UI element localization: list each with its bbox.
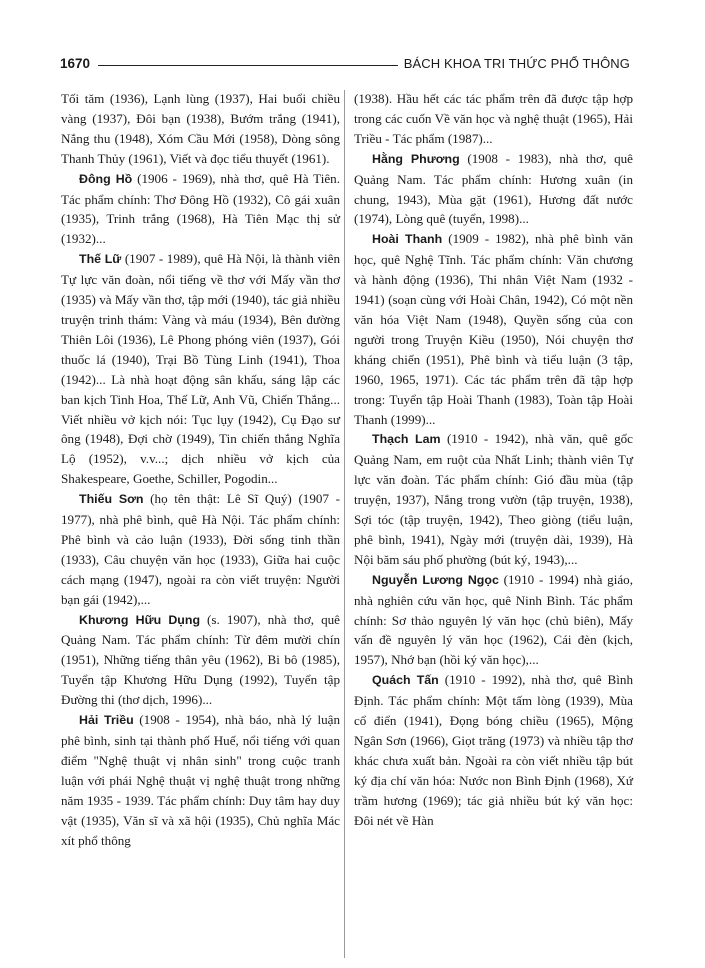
entry-text: (1910 - 1942), nhà văn, quê gốc Quảng Nam, em ruột của Nhất Linh; thành viên Tự lực văn đoàn. Tác phẩm chính: Gió đầu mùa (tập truyện, 1937), Nắng trong vườn (tập truyện, 1938), Sợi tóc (tập truyện, 1942), Theo giòng (tiểu luận, phê bình, 1941), Ngày mới (truyện dài, 1939), Hà Nội băm sáu phố phường (bút ký, 1943),...	[354, 431, 633, 567]
entry-paragraph	[354, 670, 633, 830]
entry-text: (1907 - 1989), quê Hà Nội, là thành viên Tự lực văn đoàn, nổi tiếng về thơ với Mấy vần thơ (1935) và Mấy vần thơ, tập mới (1940), tác giả nhiều truyện trinh thám: Vàng và máu (1934), Bên đường Thiên Lôi (1936), Lê Phong phóng viên (1937), Gói thuốc lá (1940), Trại Bồ Tùng Linh (1941), Thoa (1942)... Là nhà hoạt động sân khấu, sáng lập các ban kịch Tinh Hoa, Thế Lữ, Anh Vũ, Chiến Thắng... Viết nhiều vở kịch nói: Tục lụy (1942), Cụ Đạo sư ông (1948), Đợi chờ (1949), Tin chiến thắng Nghĩa Lộ (1952), v.v...; dịch nhiều vở kịch của Shakespeare, Goethe, Schiller, Pogodin...	[61, 251, 340, 487]
entry-name: Quách Tấn	[372, 673, 439, 688]
entry-paragraph	[61, 249, 340, 489]
entry-text: (họ tên thật: Lê Sĩ Quý) (1907 - 1977), nhà phê bình, quê Hà Nội. Tác phẩm chính: Phê bình và cảo luận (1933), Đời sống tinh thần (1933), Câu chuyện văn học (1933), Giữa hai cuộc cách mạng (1947), ngoài ra còn viết truyện: Người bạn gái (1942),...	[61, 491, 341, 607]
entry-paragraph	[354, 89, 633, 149]
entry-text: (1906 - 1969), nhà thơ, quê Hà Tiên. Tác phẩm chính: Thơ Đông Hồ (1932), Cô gái xuân (1935), Trinh trắng (1968), Hà Tiên Mạc thị sử (1932)...	[61, 170, 340, 247]
entry-text: (1908 - 1983), nhà thơ, quê Quảng Nam. Tác phẩm chính: Hương xuân (in chung, 1943), Mùa gặt (1961), Hương đất nước (1974), Lòng quê (tuyển, 1998)...	[354, 150, 633, 227]
entry-text: (1938). Hầu hết các tác phẩm trên đã được tập hợp trong các cuốn Về văn học và nghệ thuật (1965), Hải Triều - Tác phẩm (1987)...	[354, 91, 633, 146]
entry-text: (1910 - 1994) nhà giáo, nhà nghiên cứu văn học, quê Ninh Bình. Tác phẩm chính: Sơ thảo nguyên lý văn học (chủ biên), Mấy vấn đề nguyên lý văn học (1962), Cái đèn (kịch, 1957), Nhớ bạn (hồi ký văn học),...	[354, 571, 634, 668]
entry-paragraph	[354, 149, 633, 230]
left-column	[61, 89, 340, 850]
column-divider	[344, 90, 345, 958]
entry-name: Đông Hồ	[79, 171, 133, 186]
entry-text: (1909 - 1982), nhà phê bình văn học, quê Nghệ Tĩnh. Tác phẩm chính: Văn chương và hành động (1936), Thi nhân Việt Nam (1932 - 1941) (soạn cùng với Hoài Chân, 1942), Có một nền văn hóa Việt Nam (1948), Quyền sống của con người trong Truyện Kiều (1950), Nói chuyện thơ kháng chiến (1951), Phê bình và tiểu luận (3 tập, 1960, 1965, 1971). Các tác phẩm trên đã tập hợp trong: Tuyển tập Hoài Thanh (1983), Toàn tập Hoài Thanh (1999)...	[354, 231, 633, 427]
entry-name: Hoài Thanh	[372, 232, 443, 247]
entry-name: Khương Hữu Dụng	[79, 612, 201, 627]
right-column	[354, 89, 633, 831]
entry-text: (1910 - 1992), nhà thơ, quê Bình Định. Tác phẩm chính: Một tấm lòng (1939), Mùa cổ điển (1941), Đọng bóng chiều (1965), Mộng Ngân Sơn (1966), Giọt trăng (1973) và nhiều tập thơ khác chưa xuất bản. Ngoài ra còn viết nhiều tập bút ký địa chí văn hóa: Nước non Bình Định (1968), Xứ trầm hương (1969); tác giả nhiều bút ký văn học: Đôi nét về Hàn	[354, 672, 634, 828]
entry-paragraph	[61, 610, 340, 711]
page-number: 1670	[60, 56, 91, 71]
running-title: BÁCH KHOA TRI THỨC PHỔ THÔNG	[403, 56, 630, 71]
entry-name: Hải Triều	[79, 713, 134, 728]
page-header	[60, 50, 630, 72]
entry-name: Hằng Phương	[372, 151, 460, 166]
entry-paragraph	[354, 570, 633, 671]
entry-paragraph	[354, 229, 633, 429]
entry-name: Thế Lữ	[79, 252, 122, 267]
entry-paragraph	[354, 429, 633, 569]
entry-name: Thiếu Sơn	[79, 492, 144, 507]
entry-paragraph	[61, 710, 340, 850]
entry-text: Tối tăm (1936), Lạnh lùng (1937), Hai buổi chiều vàng (1937), Đôi bạn (1938), Bướm trắng (1941), Nắng thu (1948), Xóm Cầu Mới (1958), Dòng sông Thanh Thủy (1961), Viết và đọc tiểu thuyết (1961).	[61, 91, 340, 166]
entry-text: (s. 1907), nhà thơ, quê Quảng Nam. Tác phẩm chính: Từ đêm mười chín (1951), Những tiếng thân yêu (1962), Bi bô (1985), Tuyển tập Khương Hữu Dụng (1992), Tuyển tập Đường thi (thơ dịch, 1996)...	[61, 611, 340, 708]
entry-name: Nguyễn Lương Ngọc	[372, 572, 499, 587]
entry-text: (1908 - 1954), nhà báo, nhà lý luận phê bình, sinh tại thành phố Huế, nổi tiếng với quan điểm "Nghệ thuật vị nhân sinh" trong cuộc tranh luận với phái Nghệ thuật vị nghệ thuật trong những năm 1935 - 1939. Tác phẩm chính: Duy tâm hay duy vật (1935), Văn sĩ và xã hội (1935), Chủ nghĩa Mác xít phổ thông	[61, 712, 340, 848]
entry-paragraph	[61, 169, 340, 250]
entry-paragraph	[61, 489, 340, 609]
entry-paragraph	[61, 89, 340, 169]
header-rule	[98, 65, 398, 66]
entry-name: Thạch Lam	[372, 432, 441, 447]
